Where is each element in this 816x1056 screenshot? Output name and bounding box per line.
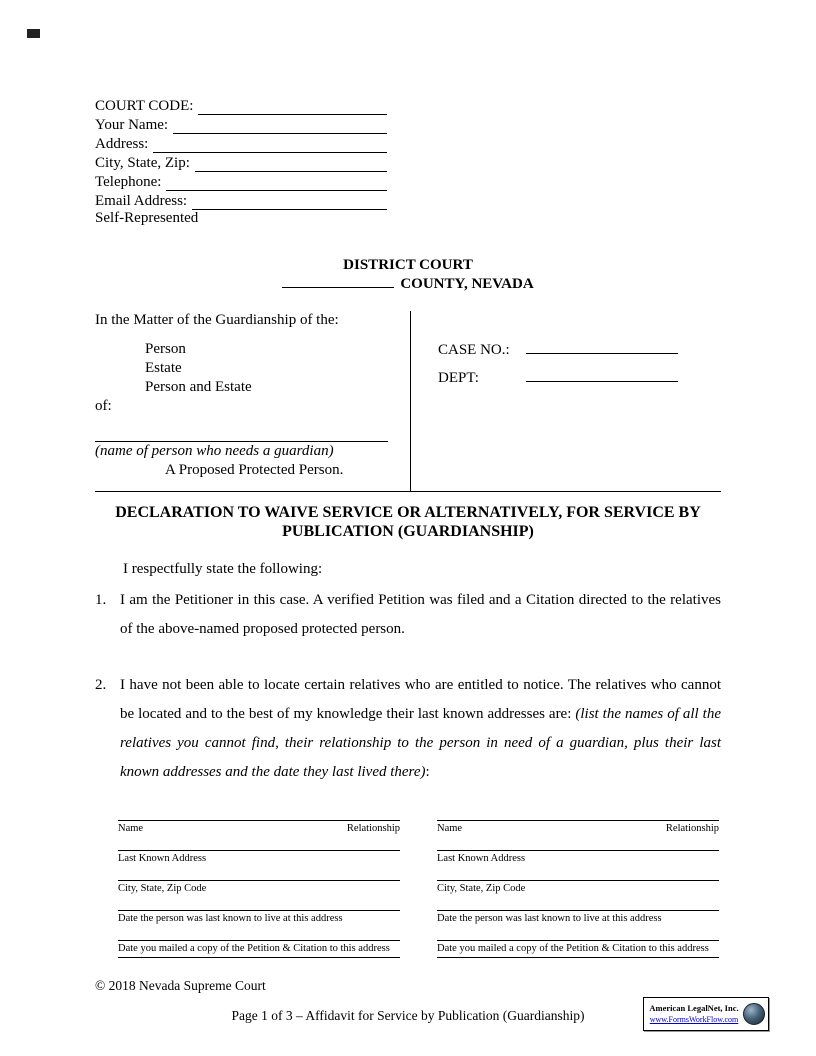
relationship-label: Relationship [665,823,719,834]
legalnet-badge [643,997,769,1031]
name-hint: (name of person who needs a guardian) [95,443,334,459]
address-field-row [437,850,719,880]
relative-address-blocks [118,820,721,958]
guardianship-option-estate: Estate [145,360,182,376]
address-field-row [437,910,719,940]
address-blank-line [153,137,387,153]
relationship-label: Relationship [346,823,400,834]
header-field-row [95,172,387,191]
case-number-label: CASE NO.: [438,342,510,358]
district-court-heading [95,256,721,294]
header-field-row [95,134,387,153]
header-field-row [95,96,387,115]
dept-row [438,369,721,388]
telephone-blank-line [166,175,387,191]
legalnet-badge-text [647,1003,741,1025]
item-text [120,671,721,787]
guardianship-options [145,340,410,397]
item-text [120,586,721,644]
county-blank-line [282,275,394,288]
field-label: City, State, Zip Code [437,883,526,894]
field-label: Last Known Address [118,853,207,864]
legalnet-company-name: American LegalNet, Inc. [649,1003,739,1013]
address-field-row [437,880,719,910]
item-text-plain: I have not been able to locate certain relatives who are entitled to notice. The relatives who cannot be located and to the best of my knowledge their last known addresses are: [120,677,721,722]
intro-statement: I respectfully state the following: [123,561,323,577]
case-number-row [438,341,721,360]
your-name-label: Your Name: [95,117,169,133]
numbered-item-2 [95,671,721,787]
address-field-row [118,910,400,940]
matter-line: In the Matter of the Guardianship of the: [95,312,339,328]
legalnet-globe-icon [743,1003,765,1025]
caption-left-column [95,311,411,491]
page-footer-label: Page 1 of 3 – Affidavit for Service by Publication (Guardianship) [231,1008,585,1023]
court-header-fields [95,96,387,229]
title-section [95,491,721,541]
case-caption [95,311,721,491]
relative-address-block-left [118,820,400,958]
guardianship-option-person: Person [145,341,186,357]
numbered-item-1 [95,586,721,644]
address-field-row [118,850,400,880]
item-number: 2. [95,677,107,693]
court-code-blank-line [198,99,387,115]
dept-blank-line [526,369,678,382]
legalnet-url-link[interactable]: www.FormsWorkFlow.com [649,1015,739,1024]
document-title: DECLARATION TO WAIVE SERVICE OR ALTERNATIVELY, FOR SERVICE BY PUBLICATION (GUARDIANSHIP) [115,504,701,540]
caption-right-column [411,311,721,491]
header-field-row [95,153,387,172]
address-field-row [437,940,719,957]
field-label: City, State, Zip Code [118,883,207,894]
item-number: 1. [95,592,107,608]
field-label: Date the person was last known to live at this address [437,913,662,924]
email-address-label: Email Address: [95,193,188,209]
address-label: Address: [95,136,149,152]
address-field-row [118,940,400,957]
field-label: Date you mailed a copy of the Petition & Citation to this address [118,943,390,954]
name-relationship-row [118,820,400,850]
city-state-zip-label: City, State, Zip: [95,155,190,171]
item-text-italic: (list the names of all the relatives you cannot find, their relationship to the person in need of a guardian, plus their last known addresses and the date they last lived there) [120,706,721,780]
item-text-suffix: : [425,764,430,780]
relative-address-block-right [437,820,719,958]
of-label: of: [95,398,112,414]
district-court-title: DISTRICT COURT [343,257,473,273]
field-label: Last Known Address [437,853,526,864]
email-address-blank-line [192,194,387,210]
dept-label: DEPT: [438,370,479,386]
court-code-label: COURT CODE: [95,98,194,114]
city-state-zip-blank-line [195,156,387,172]
telephone-label: Telephone: [95,174,162,190]
protected-person-name-line [95,416,388,442]
name-label: Name [437,823,463,834]
name-label: Name [118,823,144,834]
county-line [95,275,721,294]
address-field-row [118,880,400,910]
self-represented-label: Self-Represented [95,210,199,226]
name-relationship-row [437,820,719,850]
guardianship-option-person-and-estate: Person and Estate [145,379,252,395]
item-text-plain: I am the Petitioner in this case. A verified Petition was filed and a Citation directed to the relatives of the above-named proposed protected person. [120,592,721,637]
header-field-row [95,115,387,134]
county-label: COUNTY, NEVADA [400,276,534,292]
scan-artifact [27,29,40,38]
field-label: Date you mailed a copy of the Petition & Citation to this address [437,943,709,954]
proposed-protected-person-label: A Proposed Protected Person. [165,462,344,478]
your-name-blank-line [173,118,387,134]
header-field-row [95,191,387,210]
case-number-blank-line [526,341,678,354]
copyright-notice: © 2018 Nevada Supreme Court [95,978,266,993]
field-label: Date the person was last known to live at this address [118,913,343,924]
